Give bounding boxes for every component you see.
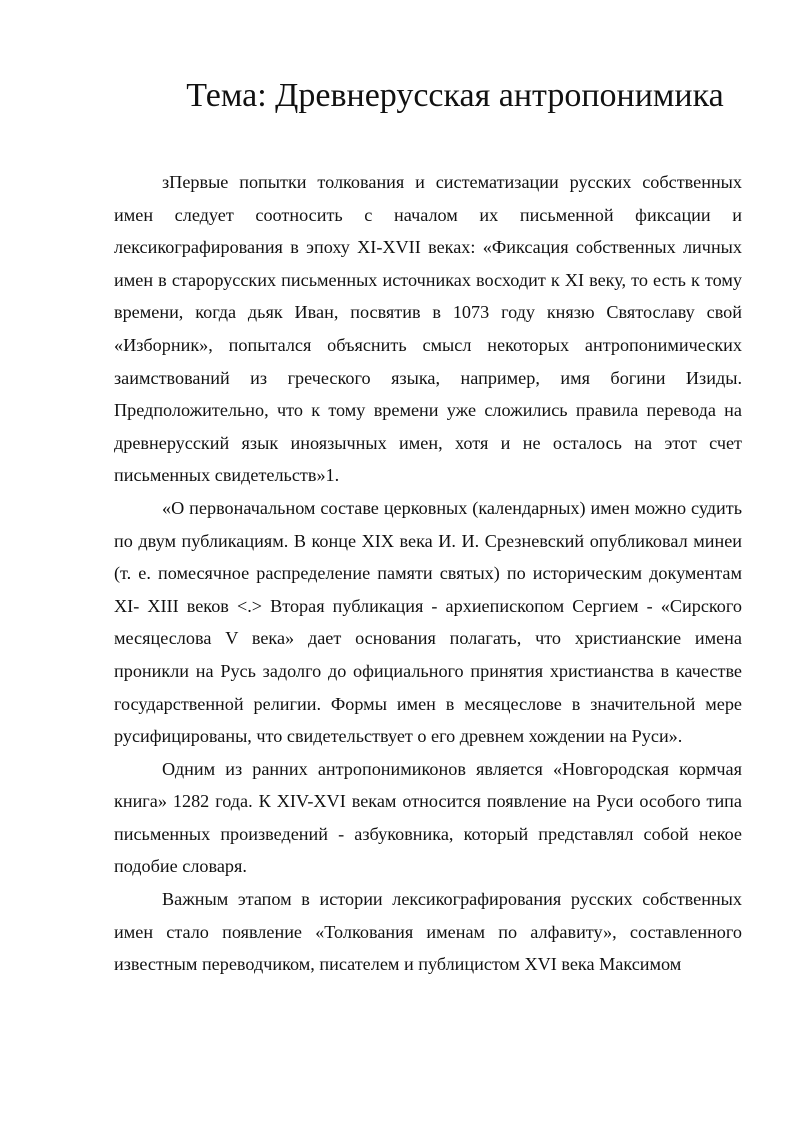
- body-text: [114, 166, 742, 981]
- page-title: Тема: Древнерусская антропонимика: [186, 77, 724, 114]
- paragraph-3: Одним из ранних антропонимиконов является «Новгородская кормчая книга» 1282 года. К XIV-XVI векам относится появление на Руси особого типа письменных произведений - азбуковника, который представлял собой некое подобие словаря.: [114, 758, 742, 877]
- paragraph-1: зПервые попытки толкования и систематизации русских собственных имен следует соотносить с началом их письменной фиксации и лексикографирования в эпоху XI-XVII веках: «Фиксация собственных личных имен в старорусских письменных источниках восходит к XI веку, то есть к тому времени, когда дьяк Иван, посвятив в 1073 году князю Святославу свой «Изборник», попытался объяснить смысл некоторых антропонимических заимствований из греческого языка, например, имя богини Изиды. Предположительно, что к тому времени уже сложились правила перевода на древнерусский язык иноязычных имен, хотя и не осталось на этот счет письменных свидетельств»1.: [114, 172, 742, 486]
- paragraph-4: Важным этапом в истории лексикографирования русских собственных имен стало появление «Толкования именам по алфавиту», составленного известным переводчиком, писателем и публицистом XVI века Максимом: [114, 889, 742, 975]
- paragraph-2: «О первоначальном составе церковных (календарных) имен можно судить по двум публикациям. В конце XIX века И. И. Срезневский опубликовал минеи (т. е. помесячное распределение памяти святых) по историческим документам XI- XIII веков <.> Вторая публикация - архиепископом Сергием - «Сирского месяцеслова V века» дает основания полагать, что христианские имена проникли на Русь задолго до официального принятия христианства в качестве государственной религии. Формы имен в месяцеслове в значительной мере русифицированы, что свидетельствует о его древнем хождении на Руси».: [114, 497, 742, 747]
